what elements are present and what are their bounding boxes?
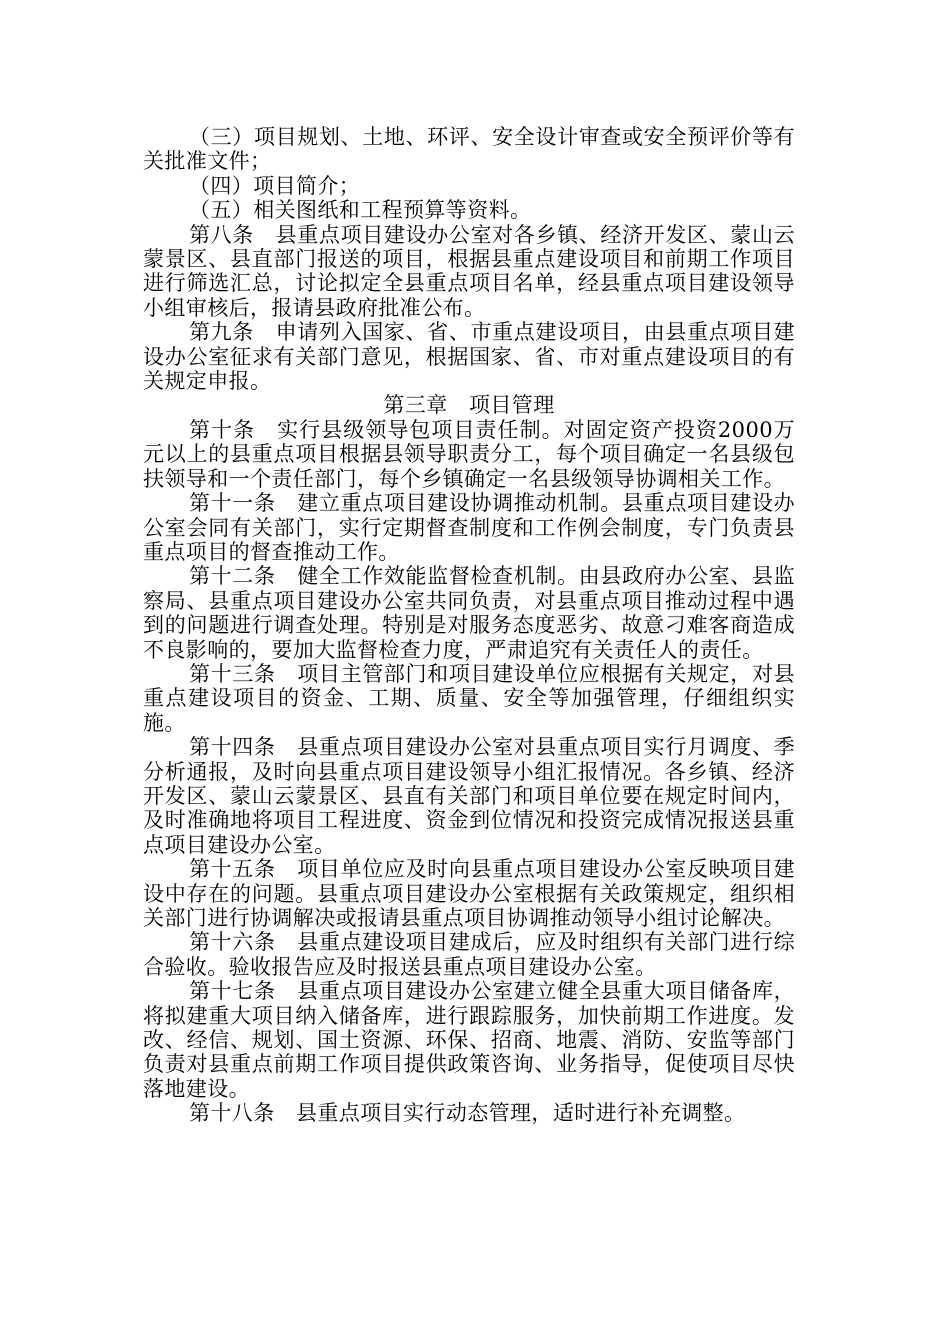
article-number: 第十七条 (189, 979, 276, 1004)
article-16 (143, 930, 795, 979)
article-15 (143, 857, 795, 930)
article-text: 申请列入国家、省、市重点建设项目，由县重点项目建设办公室征求有关部门意见，根据国家、省、市对重点建设项目的有关规定申报。 (143, 320, 795, 394)
paragraph-text: （三）项目规划、土地、环评、安全设计审查或安全预评价等有关批准文件； (143, 125, 795, 174)
article-9 (143, 320, 795, 393)
list-item-3 (143, 125, 795, 174)
article-text: 县重点项目建设办公室建立健全县重大项目储备库，将拟建重大项目纳入储备库，进行跟踪服务，加快前期工作进度。发改、经信、规划、国土资源、环保、招商、地震、消防、安监等部门负责对县重点前期工作项目提供政策咨询、业务指导，促使项目尽快落地建设。 (143, 979, 795, 1101)
article-10 (143, 418, 795, 491)
article-14 (143, 735, 795, 857)
article-17 (143, 979, 795, 1101)
article-text: 县重点项目实行动态管理，适时进行补充调整。 (296, 1101, 746, 1126)
article-number: 第十六条 (189, 930, 276, 955)
article-text: 县重点项目建设办公室对县重点项目实行月调度、季分析通报，及时向县重点项目建设领导小组汇报情况。各乡镇、经济开发区、蒙山云蒙景区、县直有关部门和项目单位要在规定时间内，及时准确地将项目工程进度、资金到位情况和投资完成情况报送县重点项目建设办公室。 (143, 735, 795, 857)
article-18 (143, 1101, 795, 1125)
chapter-heading: 第三章 项目管理 (383, 393, 555, 418)
article-number: 第十八条 (189, 1101, 275, 1126)
document-page (143, 125, 795, 1126)
article-number: 第十三条 (189, 661, 276, 686)
article-text: 实行县级领导包项目责任制。对固定资产投资2000万元以上的县重点项目根据县领导职责分工，每个项目确定一名县级包扶领导和一个责任部门，每个乡镇确定一名县级领导协调相关工作。 (143, 417, 796, 491)
article-text: 项目单位应及时向县重点项目建设办公室反映项目建设中存在的问题。县重点项目建设办公室根据有关政策规定，组织相关部门进行协调解决或报请县重点项目协调推动领导小组讨论解决。 (143, 857, 795, 930)
article-text: 健全工作效能监督检查机制。由县政府办公室、县监察局、县重点项目建设办公室共同负责，对县重点项目推动过程中遇到的问题进行调查处理。特别是对服务态度恶劣、故意刁难客商造成不良影响的，要加大监督检查力度，严肃追究有关责任人的责任。 (143, 564, 795, 662)
article-number: 第十四条 (189, 735, 276, 760)
article-number: 第十一条 (189, 491, 276, 516)
article-text: 县重点项目建设办公室对各乡镇、经济开发区、蒙山云蒙景区、县直部门报送的项目，根据县重点建设项目和前期工作项目进行筛选汇总，讨论拟定全县重点项目名单，经县重点项目建设领导小组审核后，报请县政府批准公布。 (143, 222, 795, 320)
list-item-5 (143, 198, 795, 222)
article-8 (143, 223, 795, 321)
article-number: 第十二条 (189, 564, 276, 589)
article-11 (143, 491, 795, 564)
article-text: 县重点建设项目建成后，应及时组织有关部门进行综合验收。验收报告应及时报送县重点项目建设办公室。 (143, 930, 795, 979)
article-number: 第九条 (189, 320, 254, 345)
paragraph-text: （五）相关图纸和工程预算等资料。 (189, 198, 532, 223)
article-13 (143, 662, 795, 735)
article-number: 第十条 (189, 417, 256, 442)
article-number: 第八条 (189, 222, 254, 247)
article-text: 项目主管部门和项目建设单位应根据有关规定，对县重点建设项目的资金、工期、质量、安全等加强管理，仔细组织实施。 (143, 661, 795, 735)
article-12 (143, 564, 795, 662)
paragraph-text: （四）项目简介； (189, 173, 361, 198)
article-text: 建立重点项目建设协调推动机制。县重点项目建设办公室会同有关部门，实行定期督查制度和工作例会制度，专门负责县重点项目的督查推动工作。 (143, 491, 795, 564)
article-number: 第十五条 (189, 857, 276, 882)
list-item-4 (143, 174, 795, 198)
